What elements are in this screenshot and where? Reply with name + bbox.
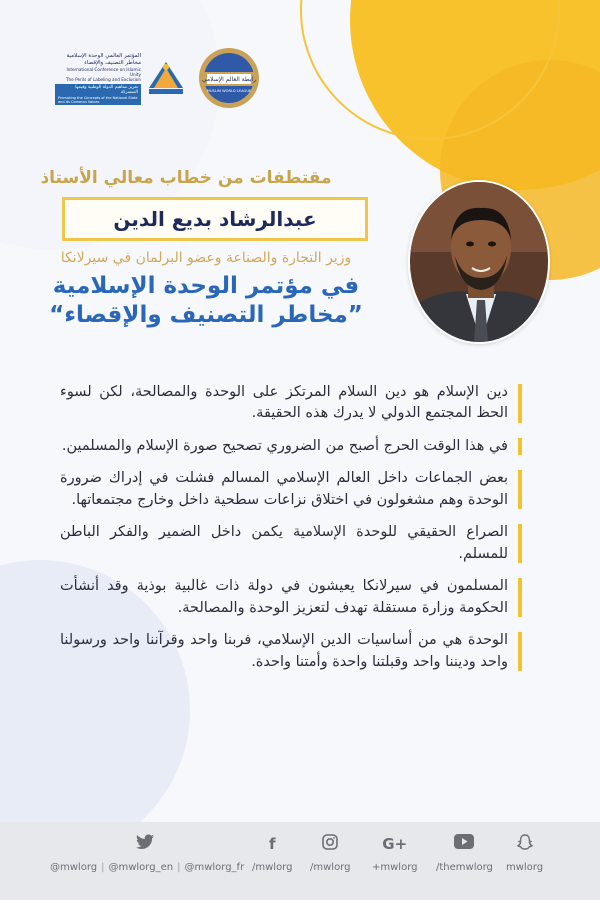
twitter-link[interactable] <box>136 834 154 854</box>
mwl-logo-en: MUSLIM WORLD LEAGUE <box>206 89 252 93</box>
facebook-label: /mwlorg <box>252 862 293 873</box>
instagram-link[interactable] <box>310 834 350 873</box>
twitter-handle-fr[interactable]: @mwlorg_fr <box>184 862 245 873</box>
conference-title-line-1: في مؤتمر الوحدة الإسلامية <box>52 273 360 299</box>
youtube-icon <box>436 834 493 854</box>
speaker-name-box <box>62 197 368 241</box>
quote-item: الصراع الحقيقي للوحدة الإسلامية يكمن داخل الضمير والفكر الباطن للمسلم. <box>60 522 522 565</box>
conference-logo <box>55 48 187 110</box>
mwl-logo-ar: رابطة العالم الإسلامي <box>201 76 257 83</box>
youtube-label: /themwlorg <box>436 862 493 873</box>
facebook-link[interactable] <box>252 834 292 873</box>
speaker-role: وزير التجارة والصناعة وعضو البرلمان في سيرلانكا <box>60 250 352 266</box>
google-plus-link[interactable] <box>372 834 417 873</box>
speaker-portrait <box>408 180 550 344</box>
handle-separator: | <box>177 862 181 873</box>
google-plus-icon: G+ <box>382 835 408 853</box>
conference-bar-en: Promoting the Concepts of the National State and Its Common Values <box>55 96 141 105</box>
instagram-label: /mwlorg <box>310 862 351 873</box>
conference-title-ar-2: مخاطر التصنيف والإقصاء <box>84 59 141 66</box>
conference-title-en-2: The Perils of Labeling and Exclusion <box>65 76 141 82</box>
google-plus-label: +mwlorg <box>372 862 418 873</box>
youtube-link[interactable] <box>436 834 493 873</box>
snapchat-link[interactable] <box>506 834 543 873</box>
quotes-list <box>60 382 522 684</box>
speech-excerpt-subtitle: مقتطفات من خطاب معالي الأستاذ <box>40 168 332 188</box>
facebook-icon: f <box>268 835 276 853</box>
quote-item: دين الإسلام هو دين السلام المرتكز على الوحدة والمصالحة، لكن لسوء الحظ المجتمع الدولي لا يدرك هذه الحقيقة. <box>60 382 522 425</box>
quote-item: بعض الجماعات داخل العالم الإسلامي المسالم فشلت في إدراك ضرورة الوحدة وهم مشغولون في اختلاق نزاعات سطحية داخل وخارج مجتمعاتها. <box>60 468 522 511</box>
conference-title-line-2: ”مخاطر التصنيف والإقصاء“ <box>49 301 363 328</box>
speaker-name: عبدالرشاد بديع الدين <box>113 207 317 231</box>
twitter-handle-main[interactable]: @mwlorg <box>50 862 98 873</box>
twitter-handle-en[interactable]: @mwlorg_en <box>108 862 174 873</box>
snapchat-icon <box>506 834 543 854</box>
twitter-handles <box>50 862 244 873</box>
conference-title-ar-1: المؤتمر العالمي الوحدة الإسلامية <box>66 53 141 60</box>
quote-item: الوحدة هي من أساسيات الدين الإسلامي، فربنا واحد وقرآننا واحد ورسولنا واحد وديننا واحد وقبلتنا واحدة وأمتنا واحدة. <box>60 630 522 673</box>
mwl-logo-icon <box>197 46 261 110</box>
social-footer <box>0 822 600 900</box>
conference-bar-ar: تعزيز مفاهيم الدولة الوطنية وقيمها المشتركة <box>55 84 141 96</box>
quote-item: المسلمون في سيرلانكا يعيشون في دولة ذات غالبية بوذية وقد أنشأت الحكومة وزارة مستقلة تهدف لتعزيز الوحدة والمصالحة. <box>60 576 522 619</box>
conference-mark-icon <box>145 58 187 100</box>
logos-row <box>55 42 275 114</box>
quote-item: في هذا الوقت الحرج أصبح من الضروري تصحيح صورة الإسلام والمسلمين. <box>60 436 522 457</box>
instagram-icon <box>310 834 350 854</box>
handle-separator: | <box>101 862 105 873</box>
conference-title <box>0 272 412 330</box>
twitter-icon <box>136 834 154 854</box>
snapchat-label: mwlorg <box>506 862 544 873</box>
conference-title-en-1: International Conference on Islamic Unity <box>66 66 141 77</box>
